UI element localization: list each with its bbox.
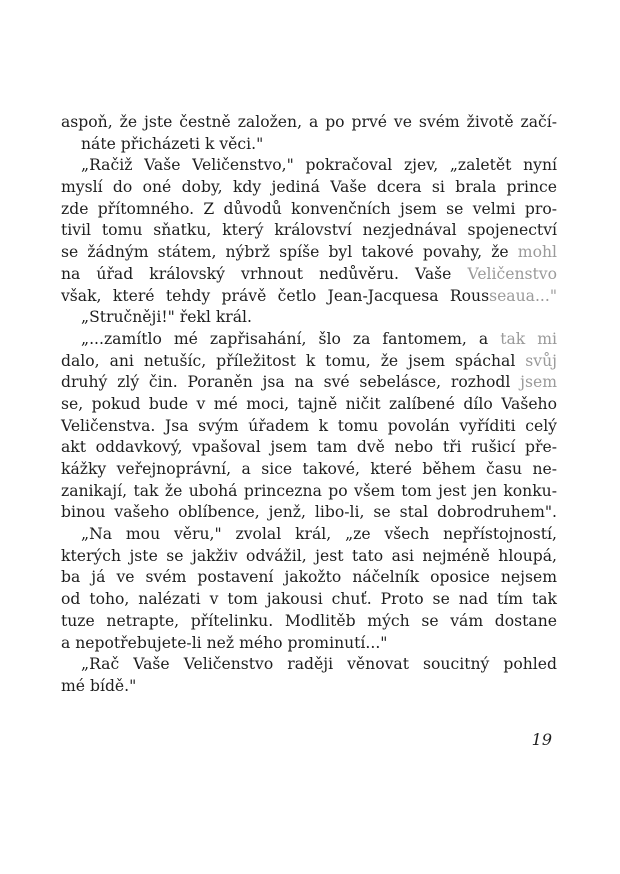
- text-line: tuze netrapte, přítelinku. Modlitěb mých se vám dostane: [61, 611, 557, 630]
- text-line: myslí do oné doby, kdy jediná Vaše dcera si brala prince: [61, 178, 557, 197]
- faded-text: svůj: [525, 351, 557, 370]
- faded-text: seaua...": [489, 286, 557, 305]
- text-line: „Stručněji!" řekl král.: [81, 308, 252, 327]
- text-line: se, pokud bude v mé moci, tajně ničit zalíbené dílo Vašeho: [61, 394, 557, 413]
- text-line: na úřad královský vrhnout nedůvěru. Vaše Veličenstvo: [61, 264, 557, 283]
- text-line: a nepotřebujete-li než mého prominutí...": [61, 633, 388, 652]
- text-line: ba já ve svém postavení jakožto náčelník oposice nejsem: [61, 568, 557, 587]
- text-line: tivil tomu sňatku, který království nezjednával spojenectví: [61, 221, 557, 240]
- text-line: aspoň, že jste čestně založen, a po prvé ve svém životě začí-: [61, 113, 557, 131]
- text-line: náte přicházeti k věci.": [81, 134, 264, 153]
- text-line: zde přítomného. Z důvodů konvenčních jsem se velmi pro-: [61, 199, 557, 218]
- text-line: „Račiž Vaše Veličenstvo," pokračoval zjev, „zaletět nyní: [81, 156, 557, 175]
- text-line: mé bídě.": [61, 676, 137, 695]
- body-text: [61, 112, 557, 698]
- text-line: „...zamítlo mé zapřisahání, šlo za fantomem, a tak mi: [81, 329, 557, 348]
- text-line: druhý zlý čin. Poraněn jsa na své sebelásce, rozhodl jsem: [61, 373, 557, 392]
- text-line: zanikají, tak že ubohá princezna po všem tom jest jen konku-: [61, 481, 557, 500]
- text-line: „Rač Vaše Veličenstvo raději věnovat soucitný pohled: [81, 655, 557, 674]
- faded-text: Veličenstvo: [467, 264, 557, 283]
- page-number: 19: [531, 730, 552, 749]
- faded-text: mohl: [517, 243, 557, 262]
- text-line: od toho, nalézati v tom jakousi chuť. Proto se nad tím tak: [61, 590, 557, 609]
- text-line: kterých jste se jakživ odvážil, jest tato asi nejméně hloupá,: [61, 546, 557, 565]
- text-line: „Na mou věru," zvolal král, „ze všech nepřístojností,: [81, 525, 557, 544]
- text-line: Veličenstva. Jsa svým úřadem k tomu povolán vyříditi celý: [61, 416, 557, 435]
- faded-text: tak mi: [500, 329, 557, 348]
- text-line: se žádným státem, nýbrž spíše byl takové povahy, že mohl: [61, 243, 557, 262]
- faded-text: jsem: [520, 373, 557, 392]
- text-line: binou vašeho oblíbence, jenž, libo-li, se stal dobrodruhem".: [61, 503, 557, 522]
- text-line: akt oddavkový, vpašoval jsem tam dvě nebo tři rušicí pře-: [61, 438, 557, 457]
- text-line: kážky veřejnoprávní, a sice takové, které během času ne-: [61, 460, 557, 478]
- text-line: však, které tehdy právě četlo Jean-Jacquesa Rousseaua...": [61, 286, 557, 305]
- text-line: dalo, ani netušíc, příležitost k tomu, že jsem spáchal svůj: [61, 351, 557, 370]
